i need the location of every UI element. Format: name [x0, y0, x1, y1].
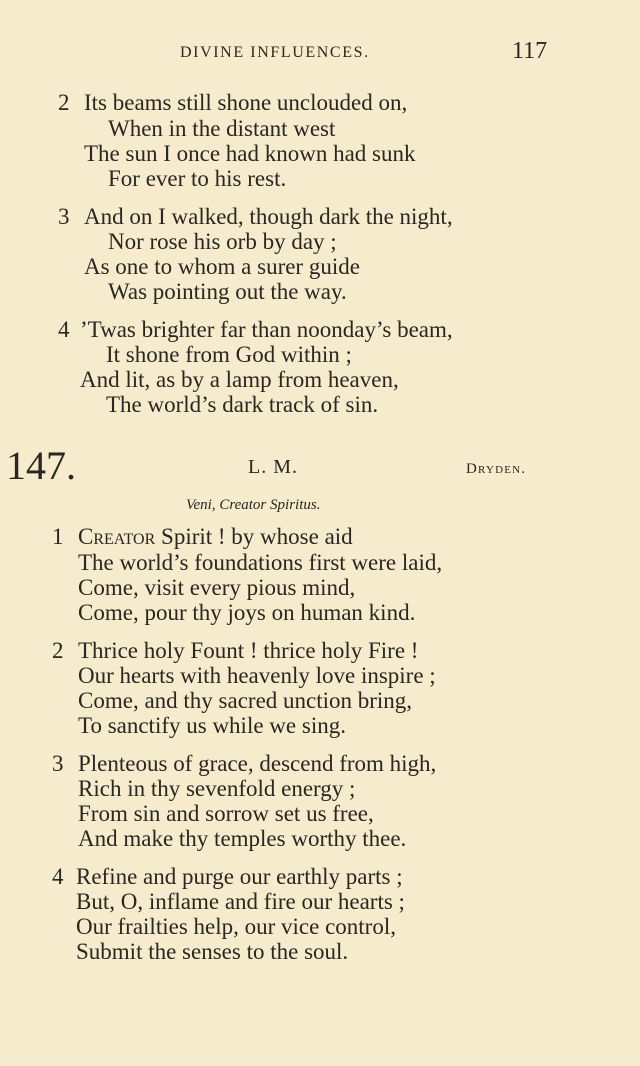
verse-line: The sun I once had known had sunk — [84, 141, 416, 166]
page-number: 117 — [512, 38, 548, 64]
verse-line: Thrice holy Fount ! thrice holy Fire ! — [78, 638, 419, 663]
stanza-number: 3 — [52, 751, 64, 776]
verse-line: Its beams still shone unclouded on, — [84, 90, 408, 115]
verse-line: Our frailties help, our vice control, — [76, 914, 396, 939]
stanza-number: 1 — [52, 524, 64, 549]
verse-line: Come, visit every pious mind, — [78, 575, 356, 600]
hymn-meter: L. M. — [248, 456, 298, 478]
verse-line: When in the distant west — [108, 116, 336, 141]
verse-line: The world’s foundations first were laid, — [78, 550, 443, 575]
verse-line: But, O, inflame and fire our hearts ; — [76, 889, 405, 914]
stanza-number: 2 — [52, 638, 64, 663]
verse-line-first — [78, 524, 353, 549]
verse-line: Rich in thy sevenfold energy ; — [78, 776, 356, 801]
verse-line: And on I walked, though dark the night, — [84, 204, 453, 229]
verse-line: And make thy temples worthy thee. — [78, 826, 407, 851]
stanza-number: 3 — [58, 204, 70, 229]
verse-line: Our hearts with heavenly love inspire ; — [78, 663, 436, 688]
first-line-rest: Spirit ! by whose aid — [155, 524, 353, 549]
verse-line: And lit, as by a lamp from heaven, — [80, 367, 399, 392]
verse-line: It shone from God within ; — [106, 342, 352, 367]
running-title: DIVINE INFLUENCES. — [180, 44, 370, 61]
verse-line: Nor rose his orb by day ; — [108, 229, 337, 254]
verse-line: Was pointing out the way. — [108, 279, 347, 304]
verse-line: Submit the senses to the soul. — [76, 939, 349, 964]
hymn-number: 147. — [6, 443, 76, 488]
hymn-author: Dryden. — [466, 461, 527, 477]
verse-line: Refine and purge our earthly parts ; — [76, 864, 403, 889]
verse-line: Plenteous of grace, descend from high, — [78, 751, 437, 776]
stanza-number: 4 — [52, 864, 64, 889]
verse-line: The world’s dark track of sin. — [106, 392, 379, 417]
verse-line: Come, pour thy joys on human kind. — [78, 600, 416, 625]
verse-line: From sin and sorrow set us free, — [78, 801, 374, 826]
verse-line: To sanctify us while we sing. — [78, 713, 346, 738]
verse-line: For ever to his rest. — [108, 166, 287, 191]
stanza-number: 2 — [58, 90, 70, 115]
verse-line: As one to whom a surer guide — [84, 254, 360, 279]
verse-line: Come, and thy sacred unction bring, — [78, 688, 413, 713]
latin-title: Veni, Creator Spiritus. — [186, 497, 321, 513]
verse-line: ’Twas brighter far than noonday’s beam, — [80, 317, 453, 342]
first-word-smallcaps: Creator — [78, 524, 156, 549]
stanza-number: 4 — [58, 317, 70, 342]
